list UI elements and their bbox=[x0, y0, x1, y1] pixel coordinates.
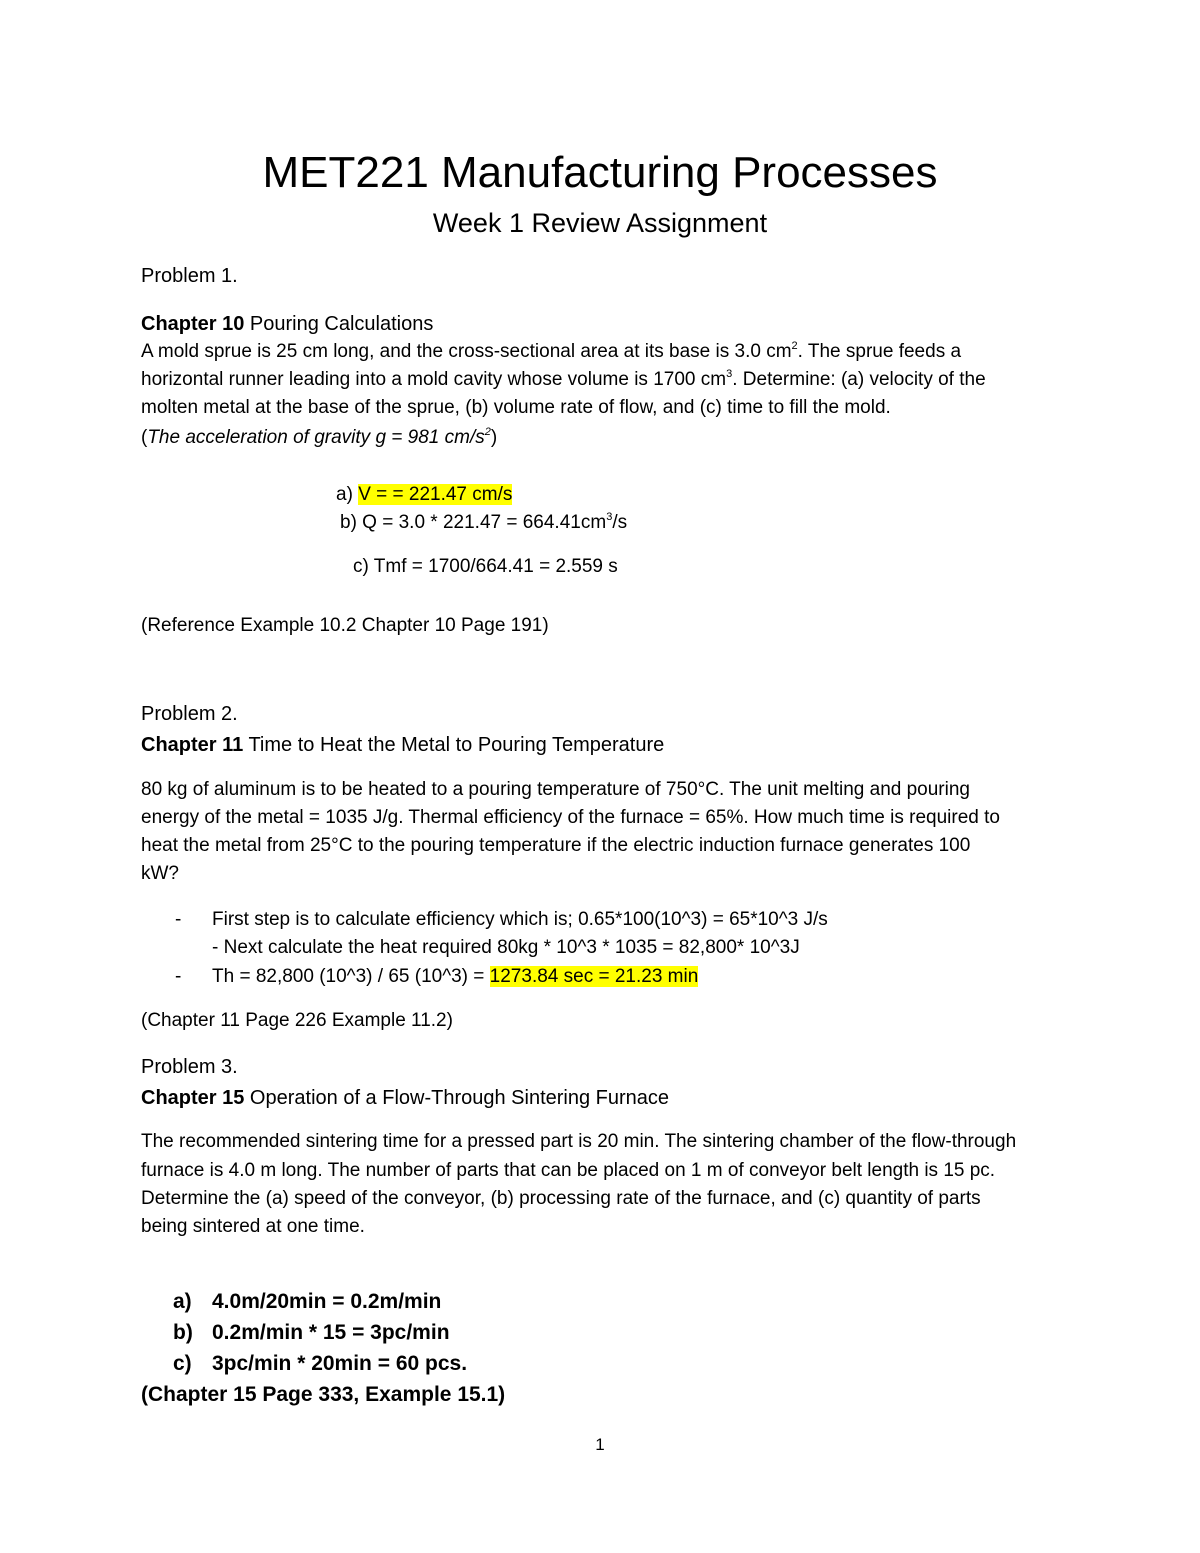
problem-1-answer-b bbox=[340, 509, 627, 537]
superscript: 2 bbox=[484, 426, 491, 438]
problem-1-line-1 bbox=[141, 338, 961, 366]
answer-label: c) bbox=[173, 1352, 192, 1375]
problem-1-label: Problem 1. bbox=[141, 265, 238, 287]
problem-2-label: Problem 2. bbox=[141, 703, 238, 725]
problem-1-text-1b: . The sprue feeds a bbox=[797, 341, 962, 362]
problem-2-line-4: kW? bbox=[141, 863, 179, 884]
problem-2-chapter: Chapter 11 bbox=[141, 734, 244, 756]
problem-1-answer-c: c) Tmf = 1700/664.41 = 2.559 s bbox=[353, 556, 618, 577]
problem-2-line-1: 80 kg of aluminum is to be heated to a pouring temperature of 750°C. The unit melting and pouring bbox=[141, 779, 970, 800]
page-number: 1 bbox=[595, 1435, 605, 1454]
problem-3-answer-b: 0.2m/min * 15 = 3pc/min bbox=[212, 1321, 450, 1344]
problem-3-line-3: Determine the (a) speed of the conveyor, (b) processing rate of the furnace, and (c) quantity of parts bbox=[141, 1188, 981, 1209]
bullet-dash: - bbox=[175, 966, 182, 987]
problem-1-text-2a: horizontal runner leading into a mold cavity whose volume is 1700 cm bbox=[141, 369, 727, 390]
problem-2-topic: Time to Heat the Metal to Pouring Temperature bbox=[243, 734, 665, 756]
superscript: 3 bbox=[606, 511, 613, 523]
problem-3-line-4: being sintered at one time. bbox=[141, 1216, 365, 1237]
problem-1-reference: (Reference Example 10.2 Chapter 10 Page 191) bbox=[141, 615, 549, 636]
problem-1-answer-a bbox=[336, 481, 512, 509]
problem-1-line-3: molten metal at the base of the sprue, (b) volume rate of flow, and (c) time to fill the mold. bbox=[141, 397, 891, 418]
problem-3-topic: Operation of a Flow-Through Sintering Furnace bbox=[244, 1087, 670, 1109]
answer-a-label: a) bbox=[336, 484, 359, 505]
paren-open: ( bbox=[141, 427, 148, 448]
answer-label: b) bbox=[173, 1321, 193, 1344]
problem-2-step-2 bbox=[212, 963, 698, 991]
problem-3-line-2: furnace is 4.0 m long. The number of parts that can be placed on 1 m of conveyor belt length is 15 pc. bbox=[141, 1160, 996, 1181]
problem-3-answer-c: 3pc/min * 20min = 60 pcs. bbox=[212, 1352, 468, 1375]
problem-3-heading bbox=[141, 1084, 669, 1112]
problem-1-chapter: Chapter 10 bbox=[141, 313, 245, 335]
answer-b-unit: /s bbox=[612, 512, 628, 533]
problem-3-answer-a: 4.0m/20min = 0.2m/min bbox=[212, 1290, 442, 1313]
problem-3-chapter: Chapter 15 bbox=[141, 1087, 245, 1109]
problem-1-gravity-note bbox=[141, 424, 497, 452]
bullet-dash: - bbox=[175, 909, 182, 930]
problem-2-step-1b: - Next calculate the heat required 80kg * 10^3 * 1035 = 82,800* 10^3J bbox=[212, 937, 800, 958]
document-subtitle: Week 1 Review Assignment bbox=[432, 208, 768, 238]
problem-1-heading bbox=[141, 310, 433, 338]
problem-1-line-2 bbox=[141, 366, 986, 394]
answer-a-highlighted: V = = 221.47 cm/s bbox=[358, 484, 513, 505]
problem-3-label: Problem 3. bbox=[141, 1056, 238, 1078]
problem-1-text-2b: . Determine: (a) velocity of the bbox=[732, 369, 986, 390]
problem-2-step-1: First step is to calculate efficiency which is; 0.65*100(10^3) = 65*10^3 J/s bbox=[212, 909, 828, 930]
gravity-text: The acceleration of gravity g = 981 cm/s bbox=[147, 427, 485, 448]
problem-2-reference: (Chapter 11 Page 226 Example 11.2) bbox=[141, 1010, 453, 1031]
step-2-text: Th = 82,800 (10^3) / 65 (10^3) = bbox=[212, 966, 490, 987]
problem-2-heading bbox=[141, 731, 664, 759]
problem-1-text-1a: A mold sprue is 25 cm long, and the cross-sectional area at its base is 3.0 cm bbox=[141, 341, 792, 362]
step-2-highlighted-result: 1273.84 sec = 21.23 min bbox=[489, 966, 699, 987]
problem-3-line-1: The recommended sintering time for a pressed part is 20 min. The sintering chamber of the flow-through bbox=[141, 1131, 1017, 1152]
problem-1-topic: Pouring Calculations bbox=[244, 313, 434, 335]
superscript: 3 bbox=[726, 368, 733, 380]
document-title: MET221 Manufacturing Processes bbox=[262, 148, 938, 197]
superscript: 2 bbox=[791, 340, 798, 352]
problem-2-line-2: energy of the metal = 1035 J/g. Thermal efficiency of the furnace = 65%. How much time is required to bbox=[141, 807, 1000, 828]
problem-2-line-3: heat the metal from 25°C to the pouring temperature if the electric induction furnace generates 100 bbox=[141, 835, 971, 856]
answer-label: a) bbox=[173, 1290, 192, 1313]
paren-close: ) bbox=[490, 427, 498, 448]
problem-3-reference: (Chapter 15 Page 333, Example 15.1) bbox=[141, 1383, 506, 1406]
answer-b-text: b) Q = 3.0 * 221.47 = 664.41cm bbox=[340, 512, 607, 533]
